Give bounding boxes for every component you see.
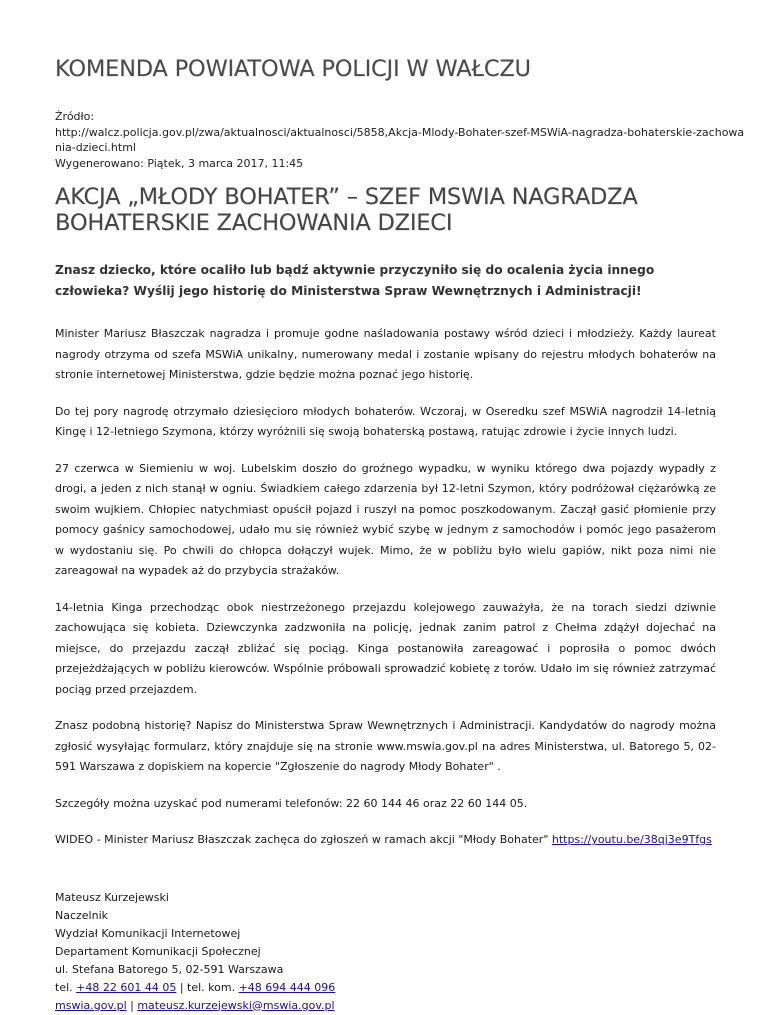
signature-unit: Wydział Komunikacji Internetowej: [55, 926, 241, 940]
video-text: WIDEO - Minister Mariusz Błaszczak zachęca do zgłoszeń w ramach akcji "Młody Bohater": [55, 833, 552, 846]
generated-date: Wygenerowano: Piątek, 3 marca 2017, 11:45: [55, 156, 304, 170]
source-label: Źródło:: [55, 110, 95, 123]
mobile-link[interactable]: +48 694 444 096: [238, 980, 336, 994]
signature-department: Departament Komunikacji Społecznej: [55, 944, 261, 958]
article-paragraph: 27 czerwca w Siemieniu w woj. Lubelskim doszło do groźnego wypadku, w wyniku którego dwa pojazdy wypadły z drogi, a jeden z nich stanął w ogniu. Świadkiem całego zdarzenia był 12-letni Szymon, który podróżował ciężarówką ze swoim wujkiem. Chłopiec natychmiast opuścił pojazd i ruszył na pomoc poszkodowanym. Zaczął gasić płomienie przy pomocy gaśnicy samochodowej, udało mu się również wybić szybę w jednym z samochodów i pomóc jego pasażerom w wydostaniu się. Po chwili do chłopca dołączył wujek. Mimo, że w pobliżu było wielu gapiów, nikt poza nimi nie zareagował na wypadek aż do przybycia strażaków.: [55, 461, 716, 577]
tel-label: tel.: [55, 980, 77, 994]
article-paragraph: Minister Mariusz Błaszczak nagradza i promuje godne naśladowania postawy wśród dzieci i młodzieży. Każdy laureat nagrody otrzyma od szefa MSWiA unikalny, numerowany medal i zostanie wpisany do rejestru młodych bohaterów na stronie internetowej Ministerstwa, gdzie będzie można poznać jego historię.: [55, 327, 716, 381]
site-link[interactable]: mswia.gov.pl: [55, 998, 127, 1012]
video-paragraph: [55, 830, 716, 851]
phone-separator: |: [176, 980, 188, 994]
source-meta: [55, 109, 745, 171]
article-title: AKCJA „MŁODY BOHATER” – SZEF MSWIA NAGRADZA BOHATERSKIE ZACHOWANIA DZIECI: [55, 184, 638, 236]
signature-position: Naczelnik: [55, 908, 109, 922]
signature-block: [55, 889, 716, 1015]
signature-name: Mateusz Kurzejewski: [55, 890, 169, 904]
agency-name: KOMENDA POWIATOWA POLICJI W WAŁCZU: [55, 56, 531, 82]
article-lead: Znasz dziecko, które ocaliło lub bądź aktywnie przyczyniło się do ocalenia życia innego człowieka? Wyślij jego historię do Ministerstwa Spraw Wewnętrznych i Administracji!: [55, 263, 655, 298]
video-link[interactable]: https://youtu.be/38qj3e9Tfgs: [551, 833, 712, 846]
links-separator: |: [126, 998, 138, 1012]
mobile-label: tel. kom.: [187, 980, 239, 994]
article-paragraph: Znasz podobną historię? Napisz do Ministerstwa Spraw Wewnętrznych i Administracji. Kandydatów do nagrody można zgłosić wysyłając formularz, który znajduje się na stronie www.mswia.gov.pl na adres Ministerstwa, ul. Batorego 5, 02-591 Warszawa z dopiskiem na kopercie "Zgłoszenie do nagrody Młody Bohater" .: [55, 719, 716, 773]
source-url-line2: nia-dzieci.html: [55, 141, 136, 154]
signature-address: ul. Stefana Batorego 5, 02-591 Warszawa: [55, 962, 284, 976]
signature-links: [55, 997, 716, 1015]
article-paragraph: Szczegóły można uzyskać pod numerami telefonów: 22 60 144 46 oraz 22 60 144 05.: [55, 796, 528, 810]
source-url-line1: http://walcz.policja.gov.pl/zwa/aktualnosci/aktualnosci/5858,Akcja-Mlody-Bohater-szef-MSWiA-nagradza-bohaterskie-zachowa: [55, 125, 745, 139]
article-paragraph: Do tej pory nagrodę otrzymało dziesięcioro młodych bohaterów. Wczoraj, w Oseredku szef MSWiA nagrodził 14-letnią Kingę i 12-letniego Szymona, którzy wyróżnili się swoją bohaterską postawą, ratując zdrowie i życie innych ludzi.: [55, 404, 716, 438]
article-paragraph: 14-letnia Kinga przechodząc obok niestrzeżonego przejazdu kolejowego zauważyła, że na torach siedzi dziwnie zachowująca się kobieta. Dziewczynka zadzwoniła na policję, jednak zanim patrol z Chełma zdążył dojechać na miejsce, do przejazdu zaczął zbliżać się pociąg. Kinga postanowiła zareagować i poprosiła o pomoc dwóch przejeżdżających w pobliżu kierowców. Wspólnie próbowali sprowadzić kobietę z torów. Udało im się również zatrzymać pociąg przed przejazdem.: [55, 600, 716, 696]
tel-link[interactable]: +48 22 601 44 05: [76, 980, 177, 994]
email-link[interactable]: mateusz.kurzejewski@mswia.gov.pl: [137, 998, 335, 1012]
